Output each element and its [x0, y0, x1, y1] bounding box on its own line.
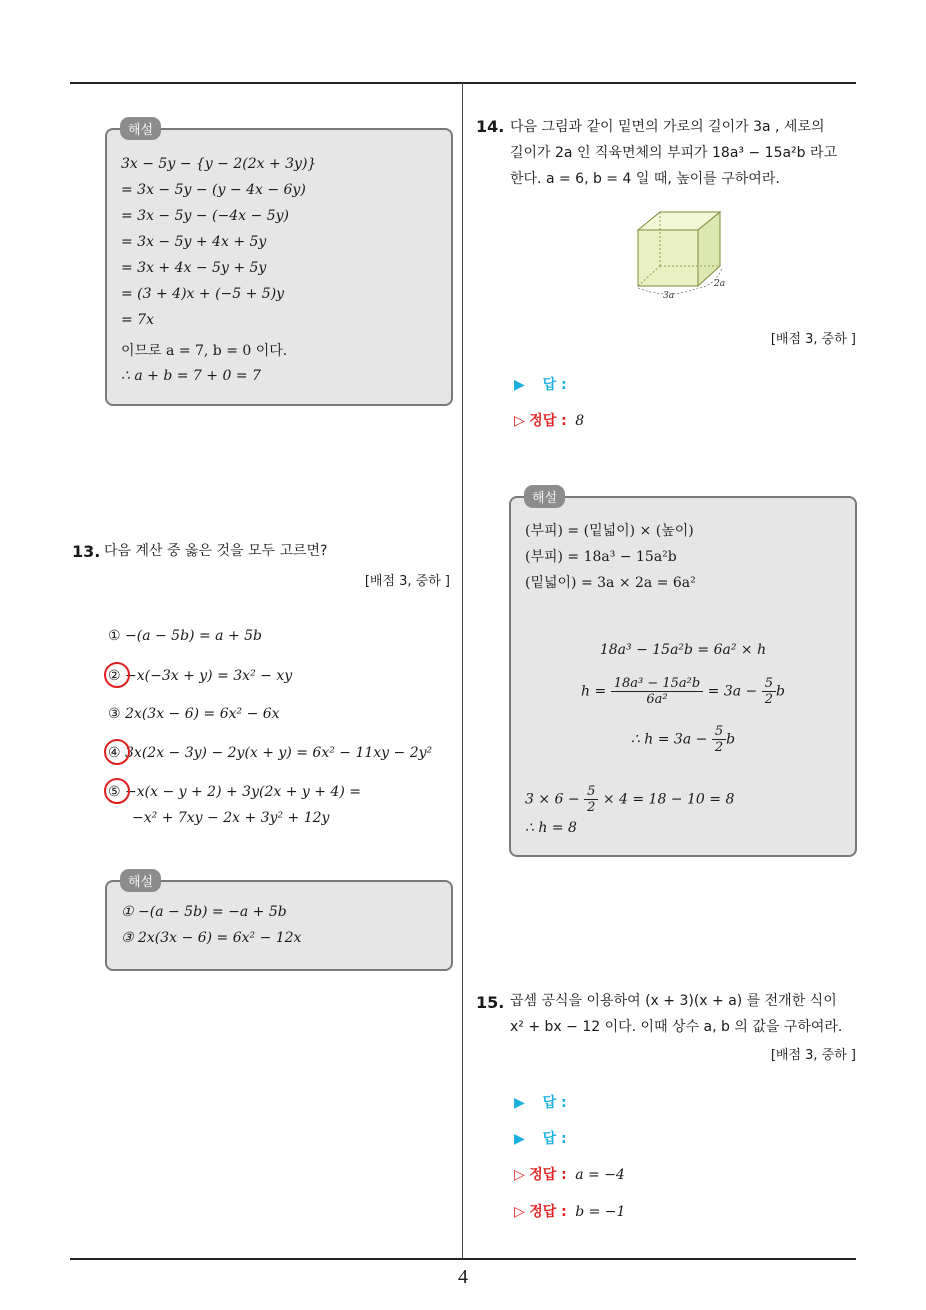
explanation-line: (밑넓이) = 3a × 2a = 6a²: [525, 575, 696, 591]
column-divider: [462, 83, 463, 1259]
choice-mark: ②: [108, 668, 121, 684]
eq-part: 3 × 6 −: [525, 791, 580, 808]
equation-3: [511, 724, 855, 755]
choice-text: −(a − 5b) = a + 5b: [125, 628, 262, 644]
fraction: [611, 676, 704, 707]
choice-mark: ⑤: [108, 784, 121, 800]
question-text: 한다. a = 6, b = 4 일 때, 높이를 구하여라.: [510, 171, 780, 187]
outline-arrow-icon: ▷: [514, 1167, 525, 1183]
correct-value: b = −1: [575, 1204, 626, 1220]
fraction-denominator: 6a²: [646, 692, 668, 707]
figure-label-width: 3a: [663, 291, 675, 300]
top-rule: [70, 82, 856, 84]
correct-answer-line: [514, 1201, 625, 1221]
choice-text: −x(x − y + 2) + 3y(2x + y + 4) =: [125, 784, 361, 800]
choice-5-continued: [132, 810, 329, 826]
explanation-box-q12: [105, 128, 453, 406]
explanation-line: = 3x + 4x − 5y + 5y: [121, 260, 267, 276]
fraction-numerator: 5: [584, 784, 598, 800]
explanation-line: = 3x − 5y − (y − 4x − 6y): [121, 182, 306, 198]
choice-text: −x(−3x + y) = 3x² − xy: [125, 668, 293, 684]
explanation-line: = 7x: [121, 312, 154, 328]
equation-2: [511, 676, 855, 707]
eq-part: × 4 = 18 − 10 = 8: [602, 791, 735, 808]
equation-5: ∴ h = 8: [525, 820, 577, 836]
outline-arrow-icon: ▷: [514, 1204, 525, 1220]
outline-arrow-icon: ▷: [514, 413, 525, 429]
explanation-line: = (3 + 4)x + (−5 + 5)y: [121, 286, 285, 302]
score-label: [배점 3, 중하 ]: [770, 1048, 856, 1063]
fraction: [584, 784, 598, 815]
fraction: [762, 676, 776, 707]
explanation-line: (부피) = 18a³ − 15a²b: [525, 549, 677, 565]
correct-answer-line: [514, 1164, 625, 1184]
explanation-tag: 해설: [120, 869, 161, 892]
eq-part: ∴ h = 3a −: [630, 731, 708, 748]
choice-text: −x² + 7xy − 2x + 3y² + 12y: [132, 810, 330, 826]
explanation-line: = 3x − 5y + 4x + 5y: [121, 234, 267, 250]
question-text: x² + bx − 12 이다. 이때 상수 a, b 의 값을 구하여라.: [510, 1019, 843, 1035]
eq-part: h =: [581, 683, 607, 700]
fraction-denominator: 2: [714, 740, 724, 755]
score-label: [배점 3, 중하 ]: [364, 574, 450, 589]
explanation-line: ③ 2x(3x − 6) = 6x² − 12x: [121, 930, 302, 946]
play-arrow-icon: ▶: [514, 1095, 525, 1111]
explanation-tag: 해설: [120, 117, 161, 140]
answer-input-line[interactable]: [514, 1092, 567, 1112]
correct-label: 정답 :: [529, 1204, 567, 1220]
equation-1: 18a³ − 15a²b = 6a² × h: [599, 642, 767, 658]
question-text: 길이가 2a 인 직육면체의 부피가 18a³ − 15a²b 라고: [510, 145, 838, 161]
explanation-box-q14: [509, 496, 857, 857]
question-number: 15.: [476, 993, 505, 1012]
choice-text: 3x(2x − 3y) − 2y(x + y) = 6x² − 11xy − 2y²: [125, 745, 433, 761]
explanation-line: ∴ a + b = 7 + 0 = 7: [121, 368, 261, 384]
answer-label: 답 :: [542, 377, 567, 393]
selected-mark-circle: [104, 739, 130, 765]
explanation-line: = 3x − 5y − (−4x − 5y): [121, 208, 289, 224]
question-text: 곱셈 공식을 이용하여 (x + 3)(x + a) 를 전개한 식이: [510, 993, 837, 1009]
answer-input-line[interactable]: [514, 374, 567, 394]
choice-3[interactable]: [108, 706, 280, 722]
fraction-numerator: 5: [762, 676, 776, 692]
eq-part: b: [726, 731, 736, 748]
correct-label: 정답 :: [529, 413, 567, 429]
fraction-denominator: 2: [764, 692, 773, 707]
explanation-line: 3x − 5y − {y − 2(2x + 3y)}: [121, 156, 317, 172]
question-number: 14.: [476, 117, 505, 136]
question-number: 13.: [72, 542, 101, 561]
correct-answer-line: [514, 410, 584, 430]
answer-label: 답 :: [542, 1095, 567, 1111]
choice-mark: ③: [108, 706, 121, 722]
fraction-denominator: 2: [587, 800, 596, 815]
explanation-line: ① −(a − 5b) = −a + 5b: [121, 904, 287, 920]
question-text: 다음 계산 중 옳은 것을 모두 고르면?: [104, 543, 328, 559]
page-number: 4: [458, 1266, 468, 1288]
choice-4[interactable]: [108, 745, 432, 761]
correct-label: 정답 :: [529, 1167, 567, 1183]
equation-4: [525, 784, 734, 815]
play-arrow-icon: ▶: [514, 377, 525, 393]
choice-text: 2x(3x − 6) = 6x² − 6x: [125, 706, 280, 722]
cuboid-figure: [630, 210, 740, 300]
selected-mark-circle: [104, 662, 130, 688]
fraction-numerator: 5: [712, 724, 726, 740]
correct-value: 8: [575, 413, 585, 429]
explanation-line: (부피) = (밑넓이) × (높이): [525, 523, 694, 539]
correct-value: a = −4: [575, 1167, 625, 1183]
eq-part: = 3a −: [707, 683, 758, 700]
choice-5[interactable]: [108, 784, 361, 800]
question-text: 다음 그림과 같이 밑면의 가로의 길이가 3a , 세로의: [510, 119, 825, 135]
score-label: [배점 3, 중하 ]: [770, 332, 856, 347]
choice-2[interactable]: [108, 668, 292, 684]
bottom-rule: [70, 1258, 856, 1260]
choice-mark: ④: [108, 745, 121, 761]
answer-input-line[interactable]: [514, 1128, 567, 1148]
explanation-tag: 해설: [524, 485, 565, 508]
explanation-box-q13: [105, 880, 453, 971]
selected-mark-circle: [104, 778, 130, 804]
play-arrow-icon: ▶: [514, 1131, 525, 1147]
fraction-numerator: 18a³ − 15a²b: [611, 676, 704, 692]
answer-label: 답 :: [542, 1131, 567, 1147]
figure-label-depth: 2a: [714, 279, 726, 289]
fraction: [712, 724, 726, 755]
choice-mark: ①: [108, 628, 121, 644]
explanation-line: 이므로 a = 7, b = 0 이다.: [121, 343, 288, 359]
choice-1[interactable]: [108, 628, 262, 644]
eq-part: b: [776, 683, 785, 700]
